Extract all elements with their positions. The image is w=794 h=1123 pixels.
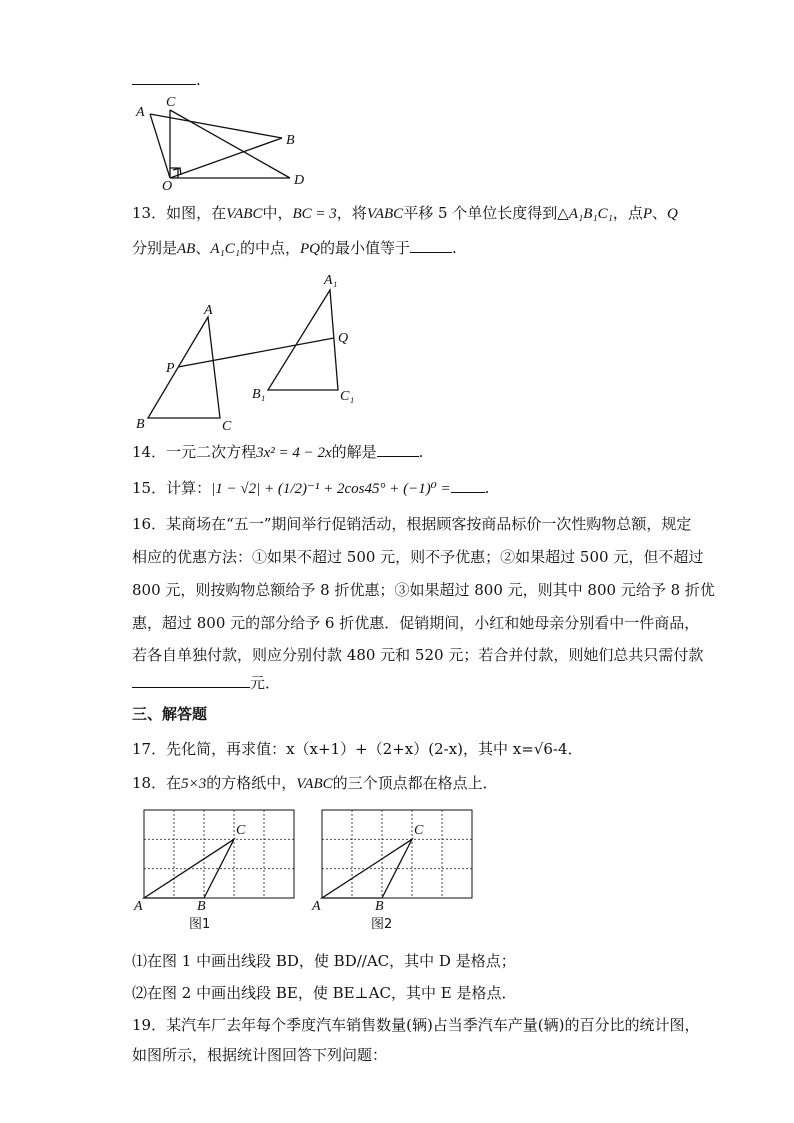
q16-line5: 若各自单独付款，则应分别付款 480 元和 520 元；若合并付款，则她们总共只需付款	[132, 646, 704, 664]
label-b: B	[375, 899, 384, 914]
q18: 18．在5×3的方格纸中，VABC的三个顶点都在格点上．	[132, 774, 498, 792]
label-a: A	[134, 899, 143, 914]
grid-border	[322, 810, 472, 898]
grid-border	[144, 810, 294, 898]
q16-line1: 16．某商场在“五一”期间举行促销活动，根据顾客按商品标价一次性购物总额，规定	[132, 515, 692, 533]
q17: 17．先化简，再求值：x（x+1）+（2+x）(2-x)，其中 x=√6-4．	[132, 740, 583, 758]
answer-blank[interactable]	[132, 70, 196, 85]
segment-pq	[178, 338, 334, 367]
q16-line3: 800 元，则按购物总额给予 8 折优惠；③如果超过 800 元，则其中 800 元给予 8 折优	[132, 581, 715, 599]
q14-answer-blank[interactable]	[377, 442, 419, 457]
q18-part2: ⑵在图 2 中画出线段 BE，使 BE⊥AC，其中 E 是格点．	[132, 984, 517, 1002]
segment-ob	[170, 138, 282, 178]
q15-answer-blank[interactable]	[451, 478, 485, 493]
q15: 15．计算：|1 − √2| + (1/2)⁻¹ + 2cos45° + (−1)⁰ = .	[132, 479, 490, 497]
q16-line2: 相应的优惠方法：①如果不超过 500 元，则不予优惠；②如果超过 500 元，但不超过	[132, 548, 704, 566]
q19-line1: 19．某汽车厂去年每个季度汽车销售数量(辆)占当季汽车产量(辆)的百分比的统计图，	[132, 1016, 700, 1034]
label-a: A	[136, 105, 145, 120]
q16-line4: 惠，超过 800 元的部分给予 6 折优惠．促销期间，小红和她母亲分别看中一件商品，	[132, 614, 700, 632]
label-c: C	[222, 419, 232, 434]
label-c: C	[166, 95, 176, 110]
label-a: A	[312, 899, 321, 914]
caption-fig2: 图2	[371, 917, 393, 932]
q16-line6: 元．	[132, 673, 280, 693]
label-c1: C₁	[340, 389, 355, 404]
grid-lines	[322, 810, 472, 898]
q13-line1: 13．如图，在VABC中，BC = 3，将VABC平移 5 个单位长度得到△A₁B₁C₁，点P、Q	[132, 204, 678, 222]
triangle-a1b1c1	[268, 290, 338, 390]
label-c: C	[414, 823, 424, 838]
caption-fig1: 图1	[189, 917, 211, 932]
q14: 14．一元二次方程3x² = 4 − 2x的解是 .	[132, 443, 424, 461]
triangle-abc	[148, 317, 220, 418]
label-b: B	[136, 417, 145, 432]
figure-q13	[134, 272, 374, 438]
label-c: C	[236, 823, 246, 838]
segment-cd	[170, 110, 290, 178]
label-b: B	[197, 899, 206, 914]
segment-ao	[150, 114, 170, 178]
q13-answer-blank[interactable]	[410, 238, 452, 253]
label-b: B	[286, 133, 295, 148]
q19-line2: 如图所示，根据统计图回答下列问题：	[132, 1046, 388, 1064]
label-q: Q	[338, 331, 349, 346]
label-b1: B₁	[252, 387, 266, 402]
label-a1: A₁	[324, 273, 338, 288]
grid-figure-2	[310, 806, 480, 936]
grid-figure-1	[132, 806, 302, 936]
q16-answer-blank[interactable]	[132, 673, 250, 688]
prev-answer-line: .	[132, 70, 201, 90]
label-o: O	[162, 179, 173, 194]
label-p: P	[166, 361, 175, 376]
q18-part1: ⑴在图 1 中画出线段 BD，使 BD//AC，其中 D 是格点；	[132, 952, 516, 970]
q13-line2: 分别是AB、A₁C₁的中点，PQ的最小值等于 .	[132, 239, 457, 257]
figure-q12	[130, 92, 320, 192]
label-d: D	[294, 173, 305, 188]
label-a: A	[204, 303, 213, 318]
grid-lines	[144, 810, 294, 898]
section-heading: 三、解答题	[132, 705, 208, 723]
